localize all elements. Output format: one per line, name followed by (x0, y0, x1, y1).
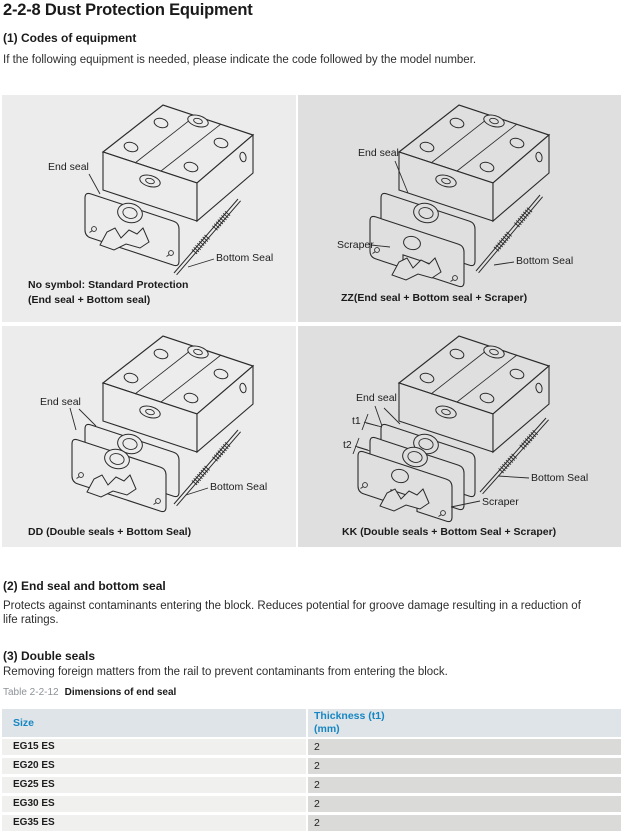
section-3-body: Removing foreign matters from the rail to prevent contaminants from entering the block. (3, 666, 448, 678)
size-cell: EG25 ES (2, 777, 306, 793)
figure-label-bottom-seal: Bottom Seal (516, 255, 574, 267)
figure-panel-standard (2, 95, 296, 322)
section-2-heading: (2) End seal and bottom seal (3, 579, 166, 593)
caption-text: No symbol: Standard Protection (28, 279, 189, 291)
linear-guide-block-drawing (298, 326, 621, 547)
page-title: 2-2-8 Dust Protection Equipment (3, 1, 253, 19)
size-cell: EG20 ES (2, 758, 306, 774)
table-caption (3, 687, 176, 698)
caption-code: KK (342, 526, 358, 538)
caption-text: (Double seals + Bottom Seal + Scraper) (357, 526, 557, 538)
thickness-cell: 2 (308, 796, 621, 812)
caption-code: DD (28, 526, 44, 538)
figure-label-end-seal: End seal (358, 147, 399, 159)
linear-guide-block-drawing (2, 326, 296, 547)
figure-panel-kk (298, 326, 621, 547)
section-2-body: Protects against contaminants entering the block. Reduces potential for groove damage resulting in a reduction of life ratings. (3, 600, 581, 626)
size-cell: EG35 ES (2, 815, 306, 831)
section-3-heading: (3) Double seals (3, 649, 96, 663)
size-cell: EG30 ES (2, 796, 306, 812)
table-header-size: Size (2, 709, 306, 737)
figure-label-t2: t2 (343, 439, 352, 451)
section-1-body: If the following equipment is needed, please indicate the code followed by the model number. (3, 54, 477, 66)
thickness-cell: 2 (308, 739, 621, 755)
figure-label-scraper: Scraper (337, 239, 374, 251)
table-header-thickness: Thickness (t1) (mm) (308, 709, 621, 737)
figure-label-scraper: Scraper (482, 496, 519, 508)
figure-label-end-seal: End seal (40, 396, 81, 408)
linear-guide-block-drawing (298, 95, 621, 322)
figure-panel-dd (2, 326, 296, 547)
section-1-heading: (1) Codes of equipment (3, 31, 137, 45)
figure-label-bottom-seal: Bottom Seal (216, 252, 274, 264)
figure-label-bottom-seal: Bottom Seal (210, 481, 268, 493)
figure-label-end-seal: End seal (356, 392, 397, 404)
thickness-cell: 2 (308, 777, 621, 793)
caption-text: (End seal + Bottom seal + Scraper) (353, 292, 528, 304)
caption-text: (Double seals + Bottom Seal) (43, 526, 192, 538)
thickness-cell: 2 (308, 758, 621, 774)
caption-code: ZZ (341, 292, 354, 304)
figure-caption (28, 525, 191, 540)
thickness-cell: 2 (308, 815, 621, 831)
figure-caption (342, 525, 556, 540)
figure-panel-zz (298, 95, 621, 322)
caption-text: (End seal + Bottom seal) (28, 294, 151, 306)
figure-label-bottom-seal: Bottom Seal (531, 472, 589, 484)
size-cell: EG15 ES (2, 739, 306, 755)
figure-caption (341, 291, 527, 306)
table-number: Table 2-2-12 (3, 687, 59, 698)
table-title: Dimensions of end seal (64, 687, 177, 698)
figure-label-end-seal: End seal (48, 161, 89, 173)
figure-label-t1: t1 (352, 415, 361, 427)
figure-caption (28, 278, 188, 308)
